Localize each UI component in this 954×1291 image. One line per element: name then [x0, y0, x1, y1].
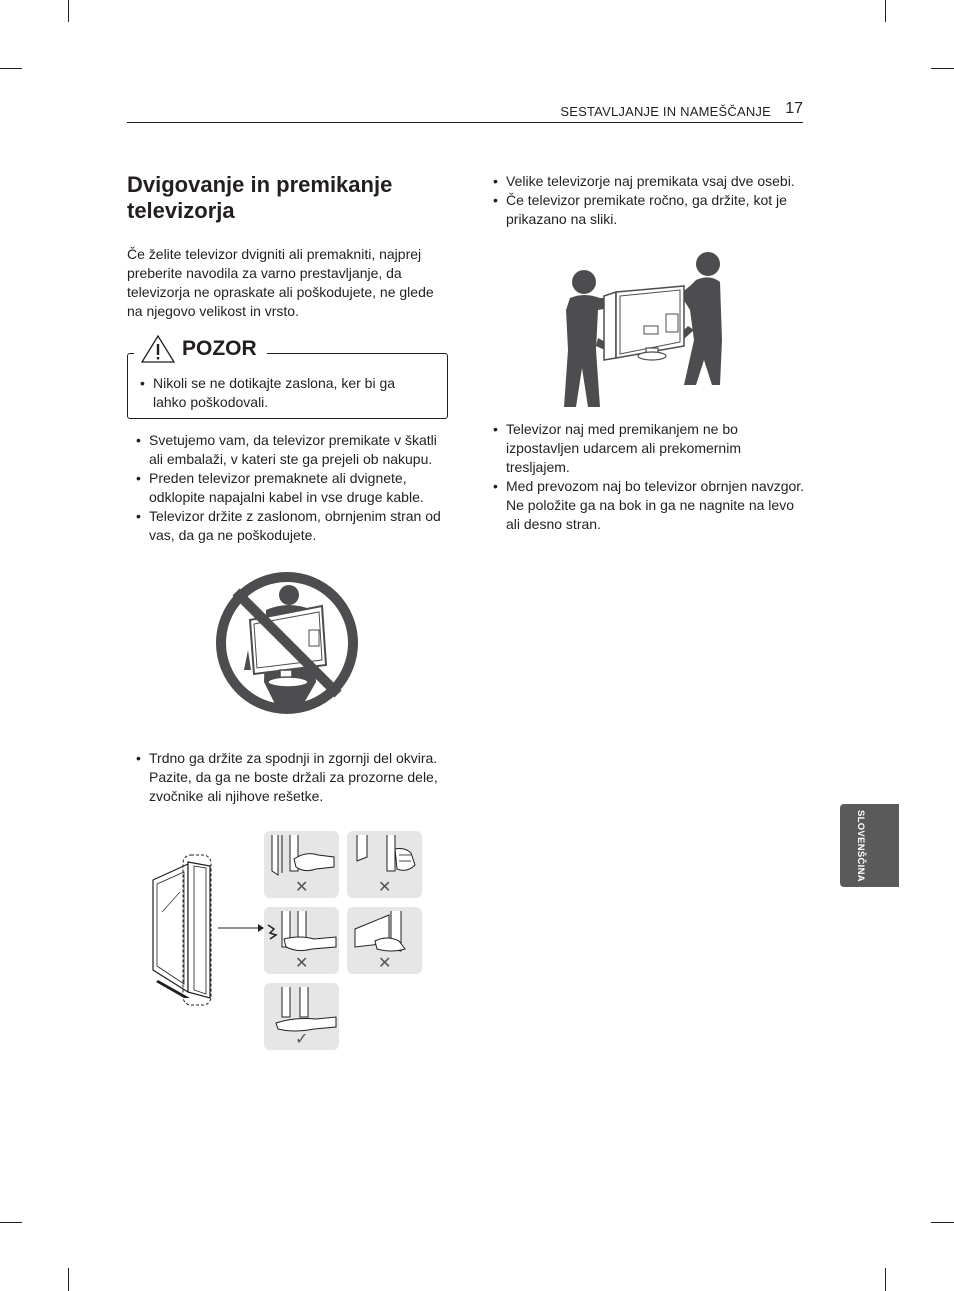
grip-tile-wrong-1: [264, 831, 339, 898]
section-title: SESTAVLJANJE IN NAMEŠČANJE: [560, 104, 771, 119]
crop-mark: [68, 1268, 69, 1291]
grip-tile-wrong-2: [347, 831, 422, 898]
caution-list: [140, 374, 430, 412]
wrong-mark: ✕: [295, 879, 309, 896]
caution-title: POZOR: [182, 337, 257, 360]
list-item: • Nikoli se ne dotikajte zaslona, ker bi ga lahko poškodovali.: [140, 374, 430, 412]
grip-tile-wrong-4: [347, 907, 422, 974]
caution-header: [134, 332, 267, 366]
list-item: • Televizor naj med premikanjem ne bo izpostavljen udarcem ali prekomernim tresljajem.: [493, 420, 808, 477]
page-title: Dvigovanje in premikanje televizorja: [127, 172, 393, 223]
list-item: • Velike televizorje naj premikata vsaj dve osebi.: [493, 172, 808, 191]
list-item: • Če televizor premikate ročno, ga držite, kot je prikazano na sliki.: [493, 191, 808, 229]
language-side-tab: [840, 804, 899, 887]
wrong-mark: ✕: [378, 879, 392, 896]
grip-tile-correct: [264, 983, 339, 1050]
two-people-carrying-tv-illustration: [562, 250, 732, 410]
left-bullet-list: [136, 431, 451, 545]
wrong-mark: ✕: [378, 955, 392, 972]
crop-mark: [0, 1222, 22, 1223]
intro-paragraph: Če želite televizor dvigniti ali premakniti, najprej preberite navodila za varno prestavljanje, da televizorja ne opraskate ali poškodujete, ne glede na njegovo velikost in vrsto.: [127, 246, 434, 319]
crop-mark: [885, 1268, 886, 1291]
crop-mark: [885, 0, 886, 22]
correct-mark: ✓: [295, 1031, 309, 1048]
do-not-hold-screen-illustration: [214, 570, 360, 716]
list-item: • Preden televizor premaknete ali dvignete, odklopite napajalni kabel in vse druge kable.: [136, 469, 451, 507]
wrong-mark: ✕: [295, 955, 309, 972]
right-bullet-list-top: [493, 172, 808, 229]
language-label: SLOVENŠČINA: [855, 810, 866, 882]
page-header: [127, 100, 803, 123]
warning-icon: [140, 334, 176, 364]
right-bullet-list-bottom: [493, 420, 808, 534]
crop-mark: [0, 68, 22, 69]
list-item: • Svetujemo vam, da televizor premikate v škatli ali embalaži, v kateri ste ga prejeli ob nakupu.: [136, 431, 451, 469]
page-number: 17: [785, 100, 803, 117]
list-item: • Med prevozom naj bo televizor obrnjen navzgor. Ne položite ga na bok in ga ne nagnite na levo ali desno stran.: [493, 477, 808, 534]
list-item: • Televizor držite z zaslonom, obrnjenim stran od vas, da ga ne poškodujete.: [136, 507, 451, 545]
crop-mark: [68, 0, 69, 22]
tv-frame-illustration: [150, 852, 240, 1012]
grip-tile-wrong-3: [264, 907, 339, 974]
grip-bullet-list: [136, 749, 451, 806]
crop-mark: [931, 1222, 954, 1223]
crop-mark: [931, 68, 954, 69]
list-item: • Trdno ga držite za spodnji in zgornji del okvira. Pazite, da ga ne boste držali za prozorne dele, zvočnike ali njihove rešetke.: [136, 749, 451, 806]
